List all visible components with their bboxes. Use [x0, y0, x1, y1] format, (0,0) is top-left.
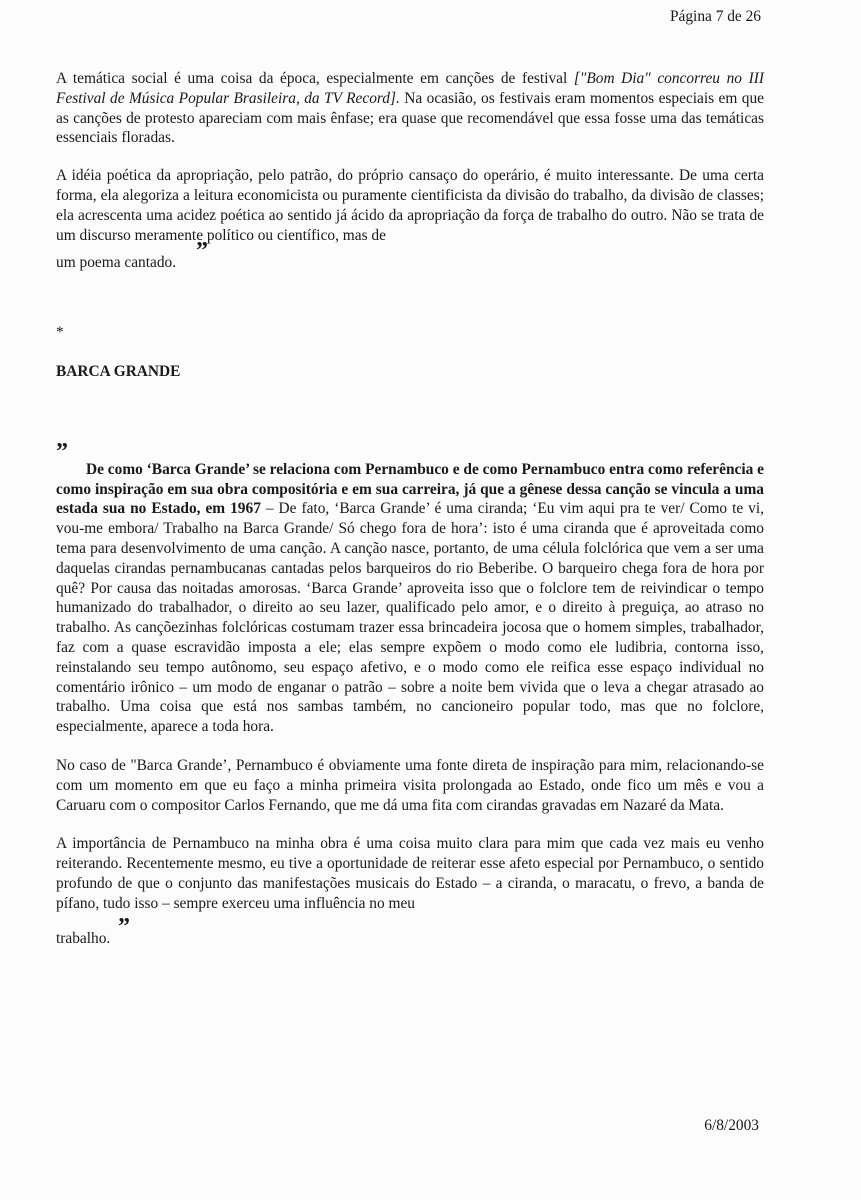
paragraph-1-text: A temática social é uma coisa da época, especialmente em canções de festival — [56, 70, 574, 87]
closing-quote-mark: ” — [196, 238, 207, 265]
paragraph-3 — [56, 460, 764, 737]
paragraph-4: No caso de "Barca Grande’, Pernambuco é obviamente uma fonte direta de inspiração para mim, relacionando-se com um momento em que eu faço a minha primeira visita prolongada ao Estado, onde fico um mês e vou a Caruaru com o compositor Carlos Fernando, que me dá uma fita com cirandas gravadas em Nazaré da Mata. — [56, 756, 764, 814]
closing-quote-mark-2: ” — [118, 913, 129, 940]
section-heading: BARCA GRANDE — [56, 362, 181, 380]
page-number: Página 7 de 26 — [669, 8, 761, 25]
paragraph-2-end — [56, 238, 764, 273]
paragraph-2: A idéia poética da apropriação, pelo patrão, do próprio cansaço do operário, é muito interessante. De uma certa forma, ela alegoriza a leitura economicista ou puramente cientificista da divisão do trabalho, da divisão de classes; ela acrescenta uma acidez poética ao sentido já ácido da apropriação da força de trabalho do outro. Não se trata de um discurso meramente político ou científico, mas de — [56, 167, 764, 244]
section-separator-star: * — [56, 324, 64, 342]
paragraph-1 — [56, 69, 764, 148]
opening-quote-mark: ” — [56, 438, 67, 465]
opening-quote-row — [56, 438, 764, 465]
paragraph-5-end-text: trabalho. — [56, 929, 111, 947]
paragraph-1-italic: ["Bom Dia" concorreu no III Festival de Música Popular Brasileira, da TV Record]. — [56, 70, 764, 107]
document-body — [56, 69, 764, 948]
paragraph-1-rest: Na ocasião, os festivais eram momentos especiais em que as canções de protesto apareciam com mais ênfase; era quase que recomendável que essa fosse uma das temáticas essenciais floradas. — [56, 89, 764, 147]
paragraph-3-question: De como ‘Barca Grande’ se relaciona com Pernambuco e de como Pernambuco entra como referência e como inspiração em sua obra compositória e em sua carreira, já que a gênese dessa canção se vincula a uma estada sua no Estado, em 1967 — [56, 460, 764, 518]
paragraph-5-end — [56, 913, 764, 949]
paragraph-3-answer: – De fato, ‘Barca Grande’ é uma ciranda; ‘Eu vim aqui pra te ver/ Como te vi, vou-me embora/ Trabalho na Barca Grande/ Só chego fora de hora’: isto é uma ciranda que é aproveitada como tema para desenvolvimento de uma canção. A canção nasce, portanto, de uma célula folclórica que vem a ser uma daquelas cirandas pernambucanas cantadas pelos barqueiros do rio Beberibe. O barqueiro chega fora de hora por quê? Por causa das noitadas amorosas. ‘Barca Grande’ aproveita isso que o folclore tem de reivindicar o tempo humanizado do trabalhador, o direito ao seu lazer, qualificado pelo amor, e o direito à preguiça, ao atraso no trabalho. As cançõezinhas folclóricas costumam trazer essa brincadeira jocosa que o homem simples, trabalhador, faz com a quase escravidão imposta a ele; elas sempre expõem o modo como ele ludibria, contorna isso, reinstalando seu tempo autônomo, seu espaço afetivo, e o modo como ele reifica esse espaço individual no comentário irônico – um modo de enganar o patrão – sobre a noite bem vivida que o leva a chegar atrasado ao trabalho. Uma coisa que está nos sambas também, no cancioneiro popular todo, mas que no folclore, especialmente, aparece a toda hora. — [56, 500, 764, 736]
paragraph-2-end-text: um poema cantado. — [56, 254, 177, 272]
paragraph-5: A importância de Pernambuco na minha obra é uma coisa muito clara para mim que cada vez mais eu venho reiterando. Recentemente mesmo, eu tive a oportunidade de reiterar esse afeto especial por Pernambuco, o sentido profundo de que o conjunto das manifestações musicais do Estado – a ciranda, o maracatu, o frevo, a banda de pífano, tudo isso – sempre exerceu uma influência no meu — [56, 835, 764, 912]
footer-date: 6/8/2003 — [704, 1117, 759, 1134]
